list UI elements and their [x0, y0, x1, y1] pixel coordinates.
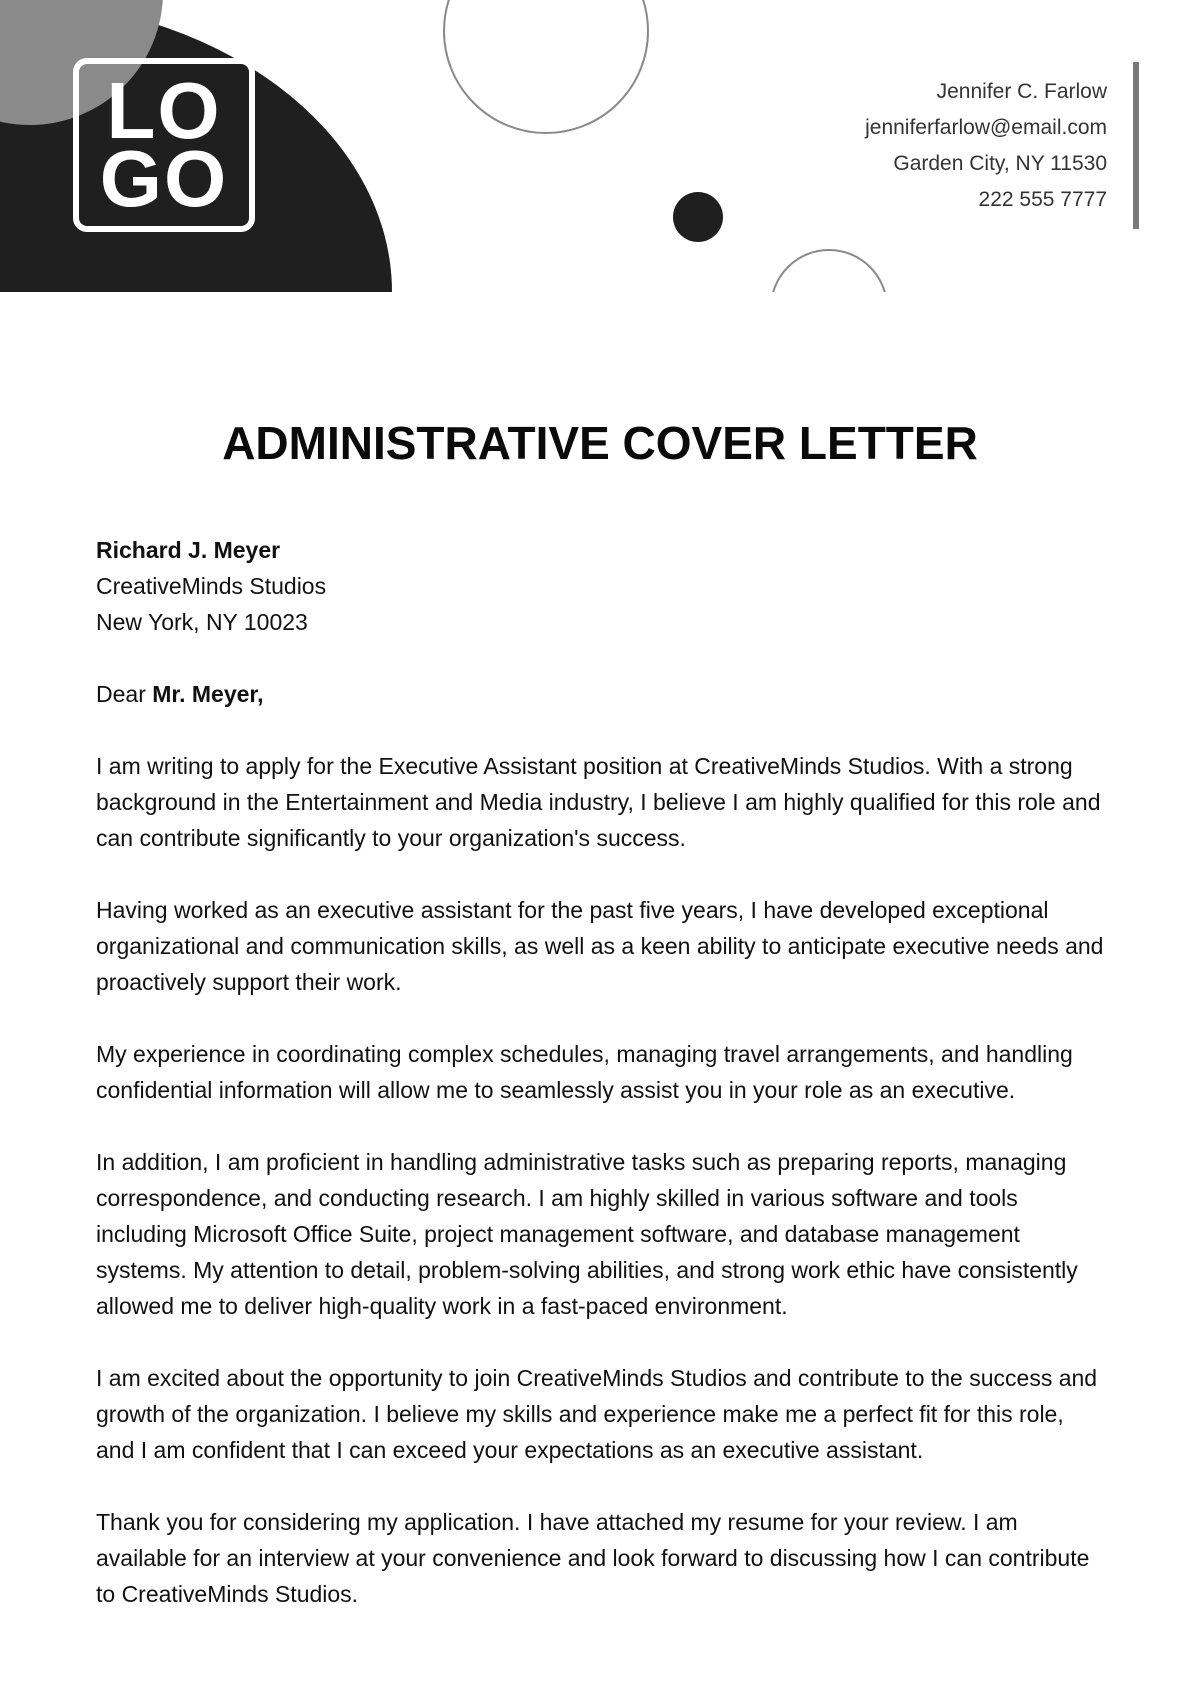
sender-name: Jennifer C. Farlow [936, 80, 1107, 103]
paragraph-6: Thank you for considering my application. I have attached my resume for your review. I am available for an interview at your convenience and look forward to discussing how I can contribute to CreativeMinds Studios. [96, 1509, 1090, 1607]
outline-circle-top [444, 0, 648, 133]
sender-address: Garden City, NY 11530 [893, 152, 1107, 175]
recipient-block [96, 532, 1106, 640]
solid-small-circle [673, 192, 723, 242]
company-logo [73, 58, 255, 232]
salutation [96, 676, 1106, 712]
paragraph-4: In addition, I am proficient in handling administrative tasks such as preparing reports, managing correspondence, and conducting research. I am highly skilled in various software and tools including Microsoft Office Suite, project management software, and database management systems. My attention to detail, problem-solving abilities, and strong work ethic have consistently allowed me to deliver high-quality work in a fast-paced environment. [96, 1149, 1078, 1319]
paragraph-1: I am writing to apply for the Executive Assistant position at CreativeMinds Studios. With a strong background in the Entertainment and Media industry, I believe I am highly qualified for this role and can contribute significantly to your organization's success. [96, 753, 1101, 851]
outline-half-circle [771, 250, 887, 292]
sender-contact [865, 74, 1107, 218]
paragraph-5: I am excited about the opportunity to join CreativeMinds Studios and contribute to the success and growth of the organization. I believe my skills and experience make me a perfect fit for this role, and I am confident that I can exceed your expectations as an executive assistant. [96, 1365, 1098, 1463]
logo-text-line1: LO [106, 66, 222, 155]
recipient-address: New York, NY 10023 [96, 609, 308, 635]
letter-body [96, 532, 1106, 1648]
paragraph-3: My experience in coordinating complex schedules, managing travel arrangements, and handling confidential information will allow me to seamlessly assist you in your role as an executive. [96, 1041, 1073, 1103]
document-title: ADMINISTRATIVE COVER LETTER [222, 417, 978, 469]
contact-accent-bar [1133, 62, 1139, 229]
paragraph-2: Having worked as an executive assistant for the past five years, I have developed exceptional organizational and communication skills, as well as a keen ability to anticipate executive needs and proactively support their work. [96, 897, 1104, 995]
logo-text-line2: GO [99, 134, 229, 223]
sender-email: jenniferfarlow@email.com [865, 116, 1107, 139]
salutation-greeting: Dear [96, 681, 146, 707]
recipient-company: CreativeMinds Studios [96, 573, 327, 599]
sender-phone: 222 555 7777 [978, 188, 1107, 211]
recipient-name: Richard J. Meyer [96, 537, 281, 563]
letterhead [0, 0, 1200, 292]
salutation-name: Mr. Meyer, [152, 681, 264, 707]
